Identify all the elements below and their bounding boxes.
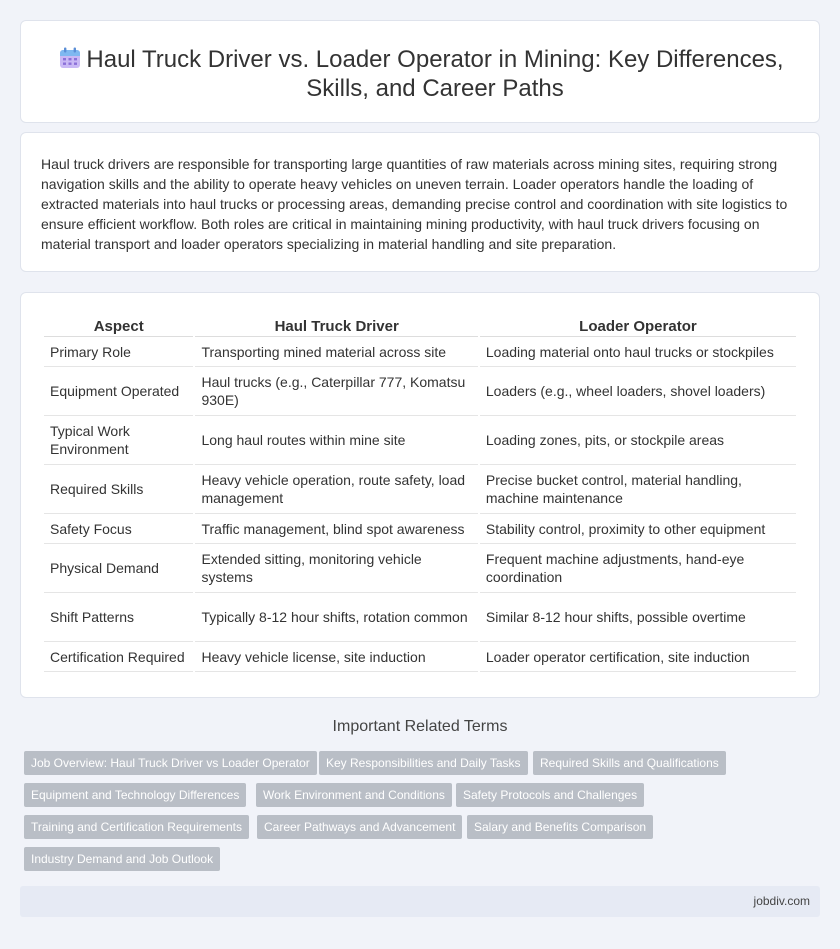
related-terms-title: Important Related Terms	[332, 718, 508, 735]
table-cell: Certification Required	[44, 642, 193, 672]
table-row	[44, 367, 796, 416]
table-row	[44, 642, 796, 672]
table-row	[44, 416, 796, 465]
tag-job-overview[interactable]: Job Overview: Haul Truck Driver vs Loader Operator	[24, 751, 317, 775]
tag-work-environment[interactable]: Work Environment and Conditions	[256, 783, 452, 807]
table-row	[44, 337, 796, 367]
table-cell: Typically 8-12 hour shifts, rotation common	[195, 593, 477, 642]
table-row	[44, 593, 796, 642]
summary-text: Haul truck drivers are responsible for transporting large quantities of raw materials across mining sites, requiring strong navigation skills and the ability to operate heavy vehicles on uneven terrain. Loader operators handle the loading of extracted materials into haul trucks or processing areas, demanding precise control and coordination with site logistics to ensure efficient workflow. Both roles are critical in maintaining mining productivity, with haul truck drivers focusing on material transport and loader operators specializing in material handling and site preparation.	[41, 156, 788, 252]
table-cell: Stability control, proximity to other equipment	[480, 514, 796, 544]
summary-card	[20, 132, 820, 272]
table-row	[44, 544, 796, 593]
table-cell: Precise bucket control, material handling, machine maintenance	[480, 465, 796, 514]
tag-training-certification[interactable]: Training and Certification Requirements	[24, 815, 249, 839]
tag-salary-benefits[interactable]: Salary and Benefits Comparison	[467, 815, 653, 839]
table-cell: Transporting mined material across site	[195, 337, 477, 367]
page-title: Haul Truck Driver vs. Loader Operator in Mining: Key Differences, Skills, and Career Paths	[86, 46, 784, 102]
table-cell: Haul trucks (e.g., Caterpillar 777, Komatsu 930E)	[195, 367, 477, 416]
table-cell: Heavy vehicle license, site induction	[195, 642, 477, 672]
table-cell: Loaders (e.g., wheel loaders, shovel loaders)	[480, 367, 796, 416]
footer-site: jobdiv.com	[753, 894, 810, 908]
table-cell: Required Skills	[44, 465, 193, 514]
table-cell: Frequent machine adjustments, hand-eye coordination	[480, 544, 796, 593]
table-cell: Extended sitting, monitoring vehicle systems	[195, 544, 477, 593]
table-cell: Traffic management, blind spot awareness	[195, 514, 477, 544]
tag-required-skills[interactable]: Required Skills and Qualifications	[533, 751, 726, 775]
table-header-row	[44, 314, 796, 337]
table-cell: Similar 8-12 hour shifts, possible overtime	[480, 593, 796, 642]
table-cell: Physical Demand	[44, 544, 193, 593]
tag-key-responsibilities[interactable]: Key Responsibilities and Daily Tasks	[319, 751, 528, 775]
tag-career-pathways[interactable]: Career Pathways and Advancement	[257, 815, 462, 839]
table-cell: Primary Role	[44, 337, 193, 367]
tag-equipment-technology[interactable]: Equipment and Technology Differences	[24, 783, 246, 807]
header-haul-truck-driver: Haul Truck Driver	[195, 314, 477, 337]
header-card	[20, 20, 820, 123]
header-aspect: Aspect	[44, 314, 193, 337]
table-cell: Loading material onto haul trucks or stockpiles	[480, 337, 796, 367]
tag-industry-demand[interactable]: Industry Demand and Job Outlook	[24, 847, 220, 871]
table-cell: Loader operator certification, site induction	[480, 642, 796, 672]
table-row	[44, 514, 796, 544]
header-loader-operator: Loader Operator	[480, 314, 796, 337]
comparison-table	[42, 314, 798, 672]
table-cell: Loading zones, pits, or stockpile areas	[480, 416, 796, 465]
table-cell: Shift Patterns	[44, 593, 193, 642]
table-cell: Typical Work Environment	[44, 416, 193, 465]
footer	[20, 886, 820, 917]
table-cell: Heavy vehicle operation, route safety, load management	[195, 465, 477, 514]
table-cell: Long haul routes within mine site	[195, 416, 477, 465]
table-cell: Equipment Operated	[44, 367, 193, 416]
tag-safety-protocols[interactable]: Safety Protocols and Challenges	[456, 783, 644, 807]
table-cell: Safety Focus	[44, 514, 193, 544]
comparison-card	[20, 292, 820, 698]
table-row	[44, 465, 796, 514]
